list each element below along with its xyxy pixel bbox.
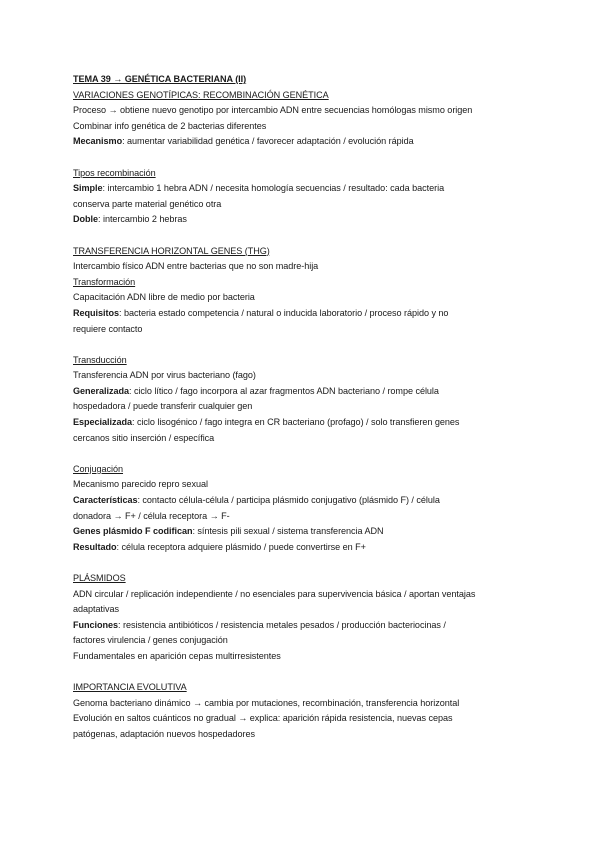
term-text: : aumentar variabilidad genética / favorecer adaptación / evolución rápida bbox=[122, 136, 414, 147]
term-label: Doble bbox=[73, 214, 99, 225]
spacer bbox=[73, 150, 543, 166]
term-label: Genes plásmido F codifican bbox=[73, 526, 193, 537]
text-line: requiere contacto bbox=[73, 323, 143, 334]
term-label: Características bbox=[73, 495, 138, 506]
text-line bbox=[73, 134, 543, 150]
term-label: Simple bbox=[73, 183, 103, 194]
text-line: patógenas, adaptación nuevos hospedadores bbox=[73, 728, 255, 739]
section-heading-variaciones: VARIACIONES GENOTÍPICAS: RECOMBINACIÓN GENÉTICA bbox=[73, 89, 329, 100]
term-text: : intercambio 1 hebra ADN / necesita homología secuencias / resultado: cada bacteria bbox=[102, 183, 445, 194]
term-text: : contacto célula-célula / participa plásmido conjugativo (plásmido F) / célula bbox=[137, 495, 440, 506]
text-line: Proceso → obtiene nuevo genotipo por intercambio ADN entre secuencias homólogas mismo origen bbox=[73, 105, 473, 116]
text-line: adaptativas bbox=[73, 604, 119, 615]
term-text: : célula receptora adquiere plásmido / puede convertirse en F+ bbox=[116, 541, 366, 552]
document-body bbox=[73, 72, 543, 743]
text-line: Mecanismo parecido repro sexual bbox=[73, 479, 208, 490]
section-heading-transduccion: Transducción bbox=[73, 354, 127, 365]
spacer bbox=[73, 665, 543, 681]
text-line: Evolución en saltos cuánticos no gradual → explica: aparición rápida resistencia, nuevas cepas bbox=[73, 713, 453, 724]
document-title: TEMA 39 → GENÉTICA BACTERIANA (II) bbox=[73, 74, 247, 84]
text-line: cercanos sitio inserción / específica bbox=[73, 432, 215, 443]
term-label: Generalizada bbox=[73, 385, 130, 396]
section-heading-conjugacion: Conjugación bbox=[73, 463, 124, 474]
text-line bbox=[73, 212, 543, 228]
text-line bbox=[73, 540, 543, 556]
term-text: : bacteria estado competencia / natural o inducida laboratorio / proceso rápido y no bbox=[119, 307, 449, 318]
term-text: : síntesis pili sexual / sistema transferencia ADN bbox=[192, 526, 384, 537]
text-line bbox=[73, 415, 543, 431]
text-line: Capacitación ADN libre de medio por bacteria bbox=[73, 292, 255, 303]
text-line bbox=[73, 493, 543, 509]
term-label: Resultado bbox=[73, 541, 117, 552]
text-line: Transferencia ADN por virus bacteriano (fago) bbox=[73, 370, 256, 381]
text-line bbox=[73, 524, 543, 540]
text-line bbox=[73, 618, 543, 634]
text-line bbox=[73, 181, 543, 197]
section-heading-thg: TRANSFERENCIA HORIZONTAL GENES (THG) bbox=[73, 245, 270, 256]
section-heading-tipos: Tipos recombinación bbox=[73, 167, 156, 178]
term-label: Funciones bbox=[73, 619, 119, 630]
term-text: : resistencia antibióticos / resistencia metales pesados / producción bacteriocinas / bbox=[118, 619, 446, 630]
term-label: Requisitos bbox=[73, 307, 119, 318]
section-heading-plasmidos: PLÁSMIDOS bbox=[73, 573, 126, 583]
text-line bbox=[73, 306, 543, 322]
term-label: Mecanismo bbox=[73, 136, 123, 147]
spacer bbox=[73, 337, 543, 353]
spacer bbox=[73, 446, 543, 462]
text-line: Intercambio físico ADN entre bacterias que no son madre-hija bbox=[73, 261, 319, 272]
text-line: Genoma bacteriano dinámico → cambia por mutaciones, recombinación, transferencia horizontal bbox=[73, 697, 460, 708]
text-line: Fundamentales en aparición cepas multirresistentes bbox=[73, 650, 281, 661]
text-line: conserva parte material genético otra bbox=[73, 198, 222, 209]
term-label: Especializada bbox=[73, 417, 132, 428]
term-text: : ciclo lisogénico / fago integra en CR bacteriano (profago) / solo transfieren genes bbox=[132, 417, 460, 428]
text-line: Combinar info genética de 2 bacterias diferentes bbox=[73, 120, 267, 131]
spacer bbox=[73, 555, 543, 571]
section-heading-importancia: IMPORTANCIA EVOLUTIVA bbox=[73, 682, 187, 693]
spacer bbox=[73, 228, 543, 244]
term-text: : ciclo lítico / fago incorpora al azar fragmentos ADN bacteriano / rompe célula bbox=[129, 385, 439, 396]
text-line: ADN circular / replicación independiente / no esenciales para supervivencia básica / aportan ventajas bbox=[73, 588, 476, 599]
term-text: : intercambio 2 hebras bbox=[98, 214, 187, 225]
text-line: hospedadora / puede transferir cualquier gen bbox=[73, 401, 253, 412]
text-line bbox=[73, 384, 543, 400]
text-line: factores virulencia / genes conjugación bbox=[73, 635, 228, 646]
text-line: donadora → F+ / célula receptora → F- bbox=[73, 510, 230, 521]
subheading-transformacion: Transformación bbox=[73, 276, 136, 287]
